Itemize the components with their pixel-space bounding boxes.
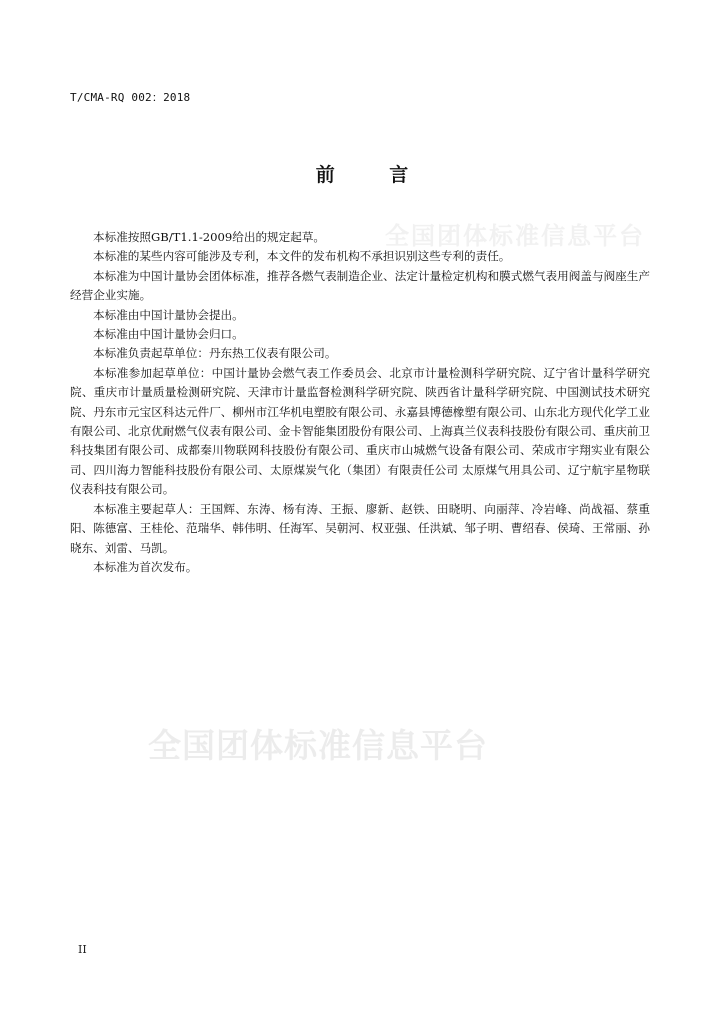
paragraph: 本标准按照GB/T1.1-2009给出的规定起草。 xyxy=(93,230,326,244)
watermark: 全国团体标准信息平台 xyxy=(148,726,488,765)
paragraph: 本标准的某些内容可能涉及专利，本文件的发布机构不承担识别这些专利的责任。 xyxy=(93,249,511,264)
paragraph: 本标准为中国计量协会团体标准，推荐各燃气表制造企业、法定计量检定机构和膜式燃气表用阀盖与阀座生产经营企业实施。 xyxy=(70,268,650,303)
paragraph: 本标准由中国计量协会归口。 xyxy=(93,327,244,342)
paragraph: 本标准参加起草单位：中国计量协会燃气表工作委员会、北京市计量检测科学研究院、辽宁省计量科学研究院、重庆市计量质量检测研究院、天津市计量监督检测科学研究院、陕西省计量科学研究院、中国测试技术研究院、丹东市元宝区科达元件厂、柳州市江华机电塑胶有限公司、永嘉县博德橡塑有限公司、山东北方现代化学工业有限公司、北京优耐燃气仪表有限公司、金卡智能集团股份有限公司、上海真兰仪表科技股份有限公司、重庆前卫科技集团有限公司、成都秦川物联网科技股份有限公司、重庆市山城燃气设备有限公司、荣成市宇翔实业有限公司、四川海力智能科技股份有限公司、太原煤炭气化（集团）有限责任公司 太原煤气用具公司、辽宁航宇星物联仪表科技有限公司。 xyxy=(70,365,650,497)
watermark-top: 全国团体标准信息平台 xyxy=(385,222,645,250)
document-code: T/CMA-RQ 002：2018 xyxy=(70,91,191,104)
paragraph: 本标准由中国计量协会提出。 xyxy=(93,307,244,322)
paragraph: 本标准为首次发布。 xyxy=(93,559,198,574)
page-title: 前 言 xyxy=(315,164,433,186)
paragraph: 本标准主要起草人：王国辉、东涛、杨有涛、王振、廖新、赵铁、田晓明、向丽萍、冷岩峰、尚战福、蔡重阳、陈德富、王桂伦、范瑞华、韩伟明、任海军、吴朝河、权亚强、任洪斌、邹子明、曹绍春、侯琦、王常丽、孙晓东、刘雷、马凯。 xyxy=(70,501,650,555)
paragraph: 本标准负责起草单位：丹东热工仪表有限公司。 xyxy=(93,346,337,361)
page-number: II xyxy=(78,943,87,956)
foreword-body xyxy=(70,228,650,577)
